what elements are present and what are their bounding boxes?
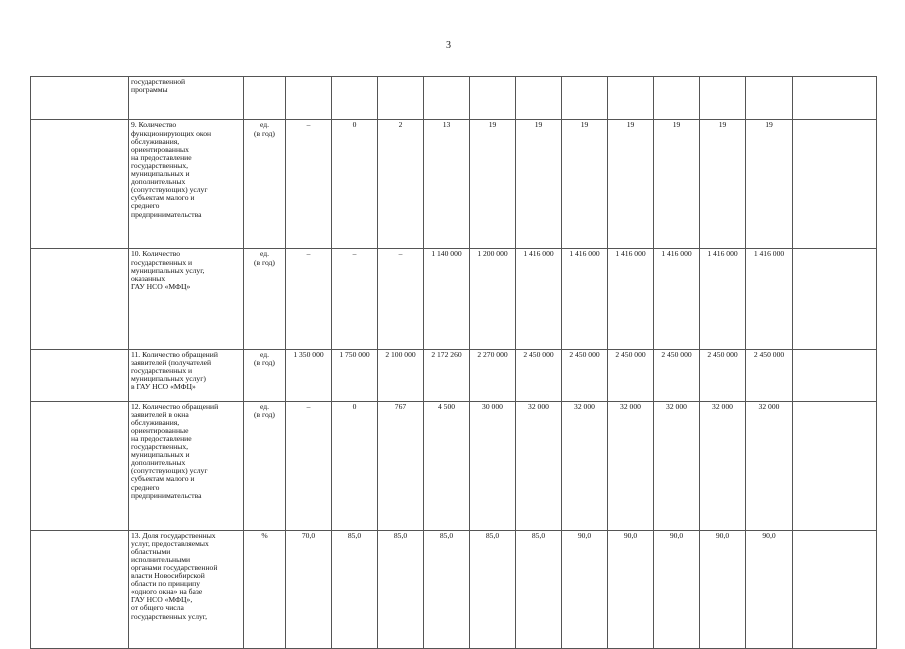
value-cell: 85,0	[424, 530, 470, 648]
value-cell: 70,0	[286, 530, 332, 648]
value-cell: 32 000	[654, 401, 700, 530]
value-cell: 2 100 000	[378, 349, 424, 401]
value-cell	[470, 77, 516, 120]
value-cell: 85,0	[470, 530, 516, 648]
value-cell	[516, 77, 562, 120]
value-cell: 32 000	[516, 401, 562, 530]
value-cell: 32 000	[562, 401, 608, 530]
value-cell: 2	[378, 120, 424, 249]
value-cell: 767	[378, 401, 424, 530]
value-cell: 2 450 000	[746, 349, 793, 401]
indicator-name-cell: государственной программы	[129, 77, 244, 120]
value-cell	[793, 77, 877, 120]
table-row	[31, 249, 877, 349]
value-cell: 2 270 000	[470, 349, 516, 401]
value-cell: 90,0	[562, 530, 608, 648]
value-cell	[793, 401, 877, 530]
blank-cell	[31, 120, 129, 249]
indicator-name-cell: 11. Количество обращений заявителей (получателей государственных и муниципальных услуг) в ГАУ НСО «МФЦ»	[129, 349, 244, 401]
value-cell: 85,0	[332, 530, 378, 648]
unit-cell: ед. (в год)	[244, 120, 286, 249]
value-cell: 0	[332, 120, 378, 249]
table-row	[31, 530, 877, 648]
value-cell	[793, 120, 877, 249]
value-cell: 2 172 260	[424, 349, 470, 401]
value-cell: 19	[516, 120, 562, 249]
value-cell: 19	[608, 120, 654, 249]
indicator-name-cell: 10. Количество государственных и муниципальных услуг, оказанных ГАУ НСО «МФЦ»	[129, 249, 244, 349]
value-cell: –	[286, 120, 332, 249]
value-cell: 1 416 000	[608, 249, 654, 349]
value-cell: 1 416 000	[516, 249, 562, 349]
blank-cell	[31, 349, 129, 401]
value-cell: 2 450 000	[516, 349, 562, 401]
value-cell: 90,0	[746, 530, 793, 648]
value-cell: 1 350 000	[286, 349, 332, 401]
value-cell	[746, 77, 793, 120]
unit-cell: ед. (в год)	[244, 401, 286, 530]
value-cell	[793, 349, 877, 401]
value-cell: 1 416 000	[700, 249, 746, 349]
value-cell: 1 140 000	[424, 249, 470, 349]
value-cell	[654, 77, 700, 120]
value-cell: 1 200 000	[470, 249, 516, 349]
value-cell	[700, 77, 746, 120]
unit-cell: %	[244, 530, 286, 648]
value-cell: 19	[562, 120, 608, 249]
blank-cell	[31, 249, 129, 349]
blank-cell	[31, 530, 129, 648]
value-cell: 19	[470, 120, 516, 249]
value-cell: 90,0	[654, 530, 700, 648]
table-row	[31, 401, 877, 530]
value-cell: 85,0	[516, 530, 562, 648]
value-cell: 4 500	[424, 401, 470, 530]
unit-cell	[244, 77, 286, 120]
value-cell: –	[286, 401, 332, 530]
value-cell	[378, 77, 424, 120]
value-cell: 32 000	[746, 401, 793, 530]
value-cell: 2 450 000	[654, 349, 700, 401]
value-cell: 0	[332, 401, 378, 530]
indicators-table	[30, 76, 877, 649]
value-cell	[608, 77, 654, 120]
value-cell: 32 000	[700, 401, 746, 530]
value-cell: 2 450 000	[562, 349, 608, 401]
value-cell: 1 750 000	[332, 349, 378, 401]
value-cell: –	[332, 249, 378, 349]
blank-cell	[31, 401, 129, 530]
value-cell: 2 450 000	[700, 349, 746, 401]
blank-cell	[31, 77, 129, 120]
value-cell: 19	[746, 120, 793, 249]
value-cell: 90,0	[608, 530, 654, 648]
page-number: 3	[446, 40, 451, 51]
value-cell	[793, 249, 877, 349]
value-cell	[332, 77, 378, 120]
value-cell: –	[286, 249, 332, 349]
unit-cell: ед. (в год)	[244, 249, 286, 349]
value-cell: 2 450 000	[608, 349, 654, 401]
value-cell	[562, 77, 608, 120]
indicator-name-cell: 13. Доля государственных услуг, предоставляемых областными исполнительными органами государственной власти Новосибирской области по принципу «одного окна» на базе ГАУ НСО «МФЦ», от общего числа государственных услуг,	[129, 530, 244, 648]
value-cell: 90,0	[700, 530, 746, 648]
value-cell: 19	[654, 120, 700, 249]
value-cell: 1 416 000	[746, 249, 793, 349]
table-row	[31, 349, 877, 401]
value-cell: 13	[424, 120, 470, 249]
value-cell: 85,0	[378, 530, 424, 648]
table-row	[31, 77, 877, 120]
unit-cell: ед. (в год)	[244, 349, 286, 401]
value-cell	[286, 77, 332, 120]
value-cell: –	[378, 249, 424, 349]
indicator-name-cell: 12. Количество обращений заявителей в окна обслуживания, ориентированные на предоставление государственных, муниципальных и дополнительных (сопутствующих) услуг субъектам малого и среднего предпринимательства	[129, 401, 244, 530]
value-cell: 32 000	[608, 401, 654, 530]
value-cell: 30 000	[470, 401, 516, 530]
value-cell: 1 416 000	[654, 249, 700, 349]
value-cell: 19	[700, 120, 746, 249]
value-cell	[793, 530, 877, 648]
table-row	[31, 120, 877, 249]
indicator-name-cell: 9. Количество функционирующих окон обслуживания, ориентированных на предоставление государственных, муниципальных и дополнительных (сопутствующих) услуг субъектам малого и среднего предпринимательства	[129, 120, 244, 249]
value-cell: 1 416 000	[562, 249, 608, 349]
value-cell	[424, 77, 470, 120]
